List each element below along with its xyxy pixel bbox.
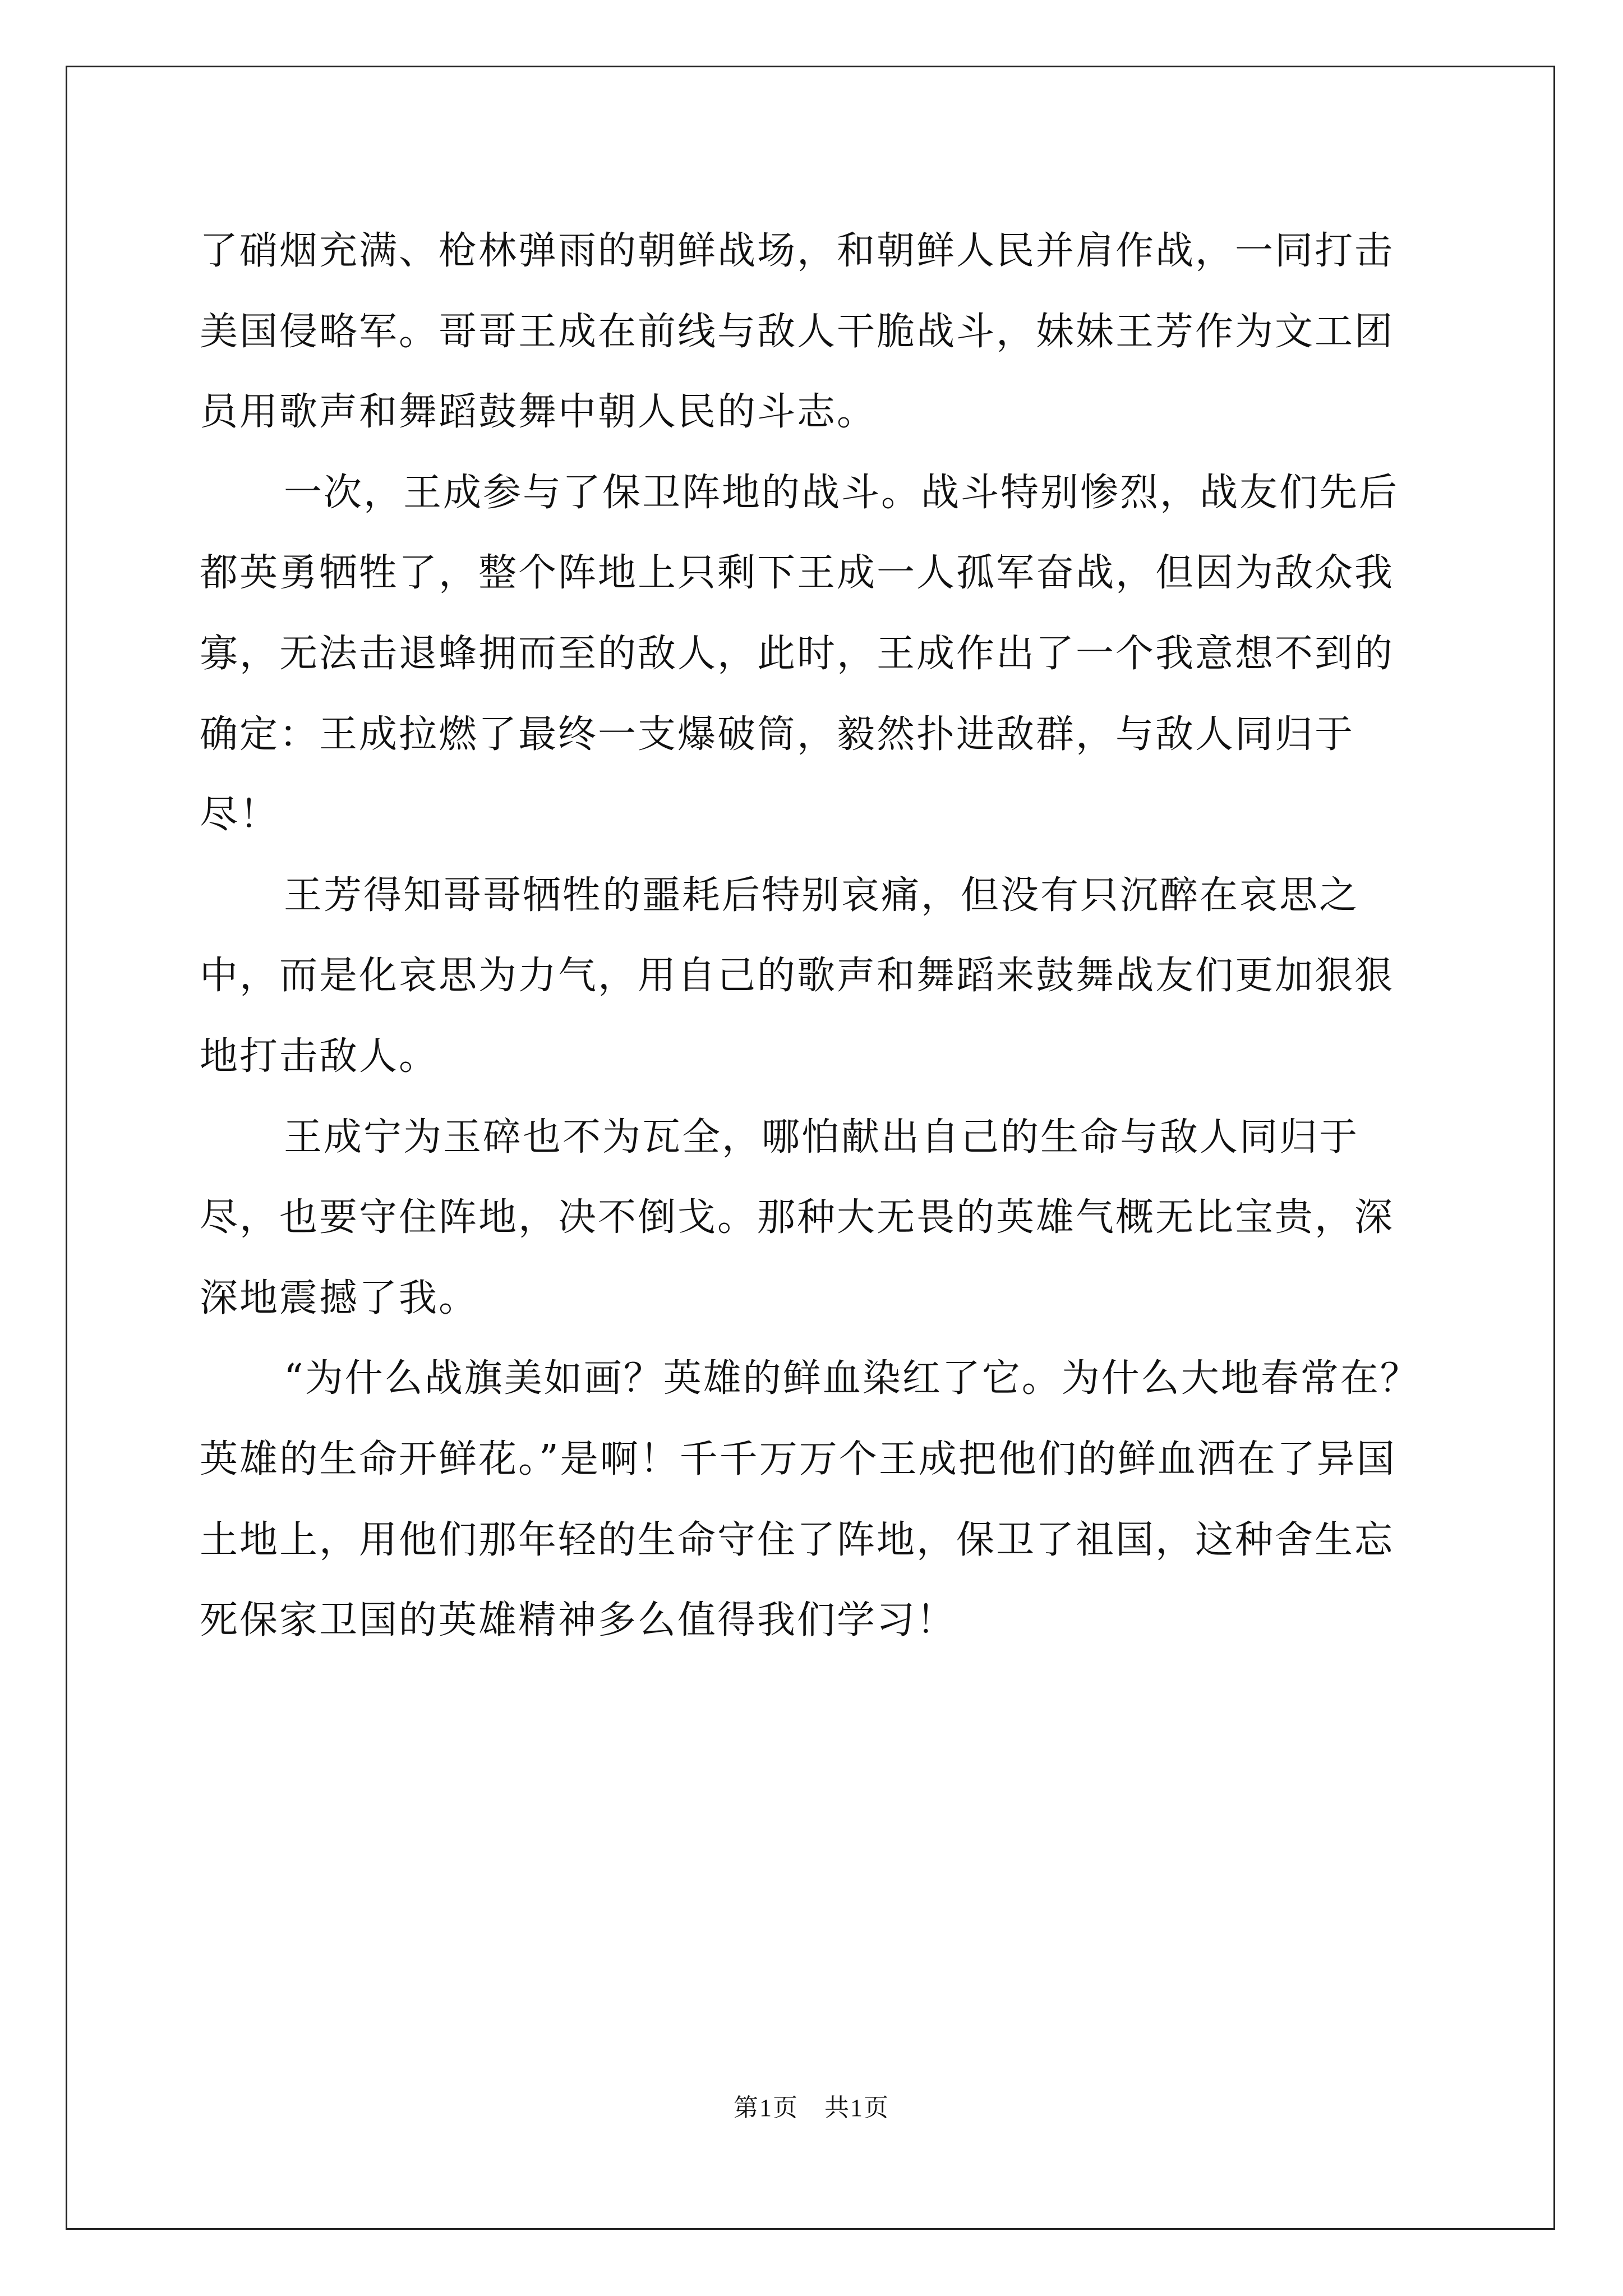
document-body — [200, 211, 1433, 1661]
paragraph-3: 王芳得知哥哥牺牲的噩耗后特别哀痛，但没有只沉醉在哀思之中，而是化哀思为力气，用自己的歌声和舞蹈来鼓舞战友们更加狠狠地打击敌人。 — [200, 873, 1395, 1079]
paragraph-4: 王成宁为玉碎也不为瓦全，哪怕献出自己的生命与敌人同归于尽，也要守住阵地，决不倒戈。那种大无畏的英雄气概无比宝贵，深深地震撼了我。 — [200, 1115, 1395, 1320]
paragraph-1: 了硝烟充满、枪林弹雨的朝鲜战场，和朝鲜人民并肩作战，一同打击美国侵略军。哥哥王成在前线与敌人干脆战斗，妹妹王芳作为文工团员用歌声和舞蹈鼓舞中朝人民的斗志。 — [200, 229, 1395, 435]
page-number-footer: 第1页 共1页 — [734, 2094, 889, 2122]
paragraph-5: “为什么战旗美如画？英雄的鲜血染红了它。为什么大地春常在？英雄的生命开鲜花。”是啊！千千万万个王成把他们的鲜血洒在了异国土地上，用他们那年轻的生命守住了阵地，保卫了祖国，这种舍生忘死保家卫国的英雄精神多么值得我们学习！ — [200, 1356, 1420, 1643]
paragraph-2: 一次，王成参与了保卫阵地的战斗。战斗特别惨烈，战友们先后都英勇牺牲了，整个阵地上只剩下王成一人孤军奋战，但因为敌众我寡，无法击退蜂拥而至的敌人，此时，王成作出了一个我意想不到的确定：王成拉燃了最终一支爆破筒，毅然扑进敌群，与敌人同归于尽！ — [200, 470, 1399, 838]
